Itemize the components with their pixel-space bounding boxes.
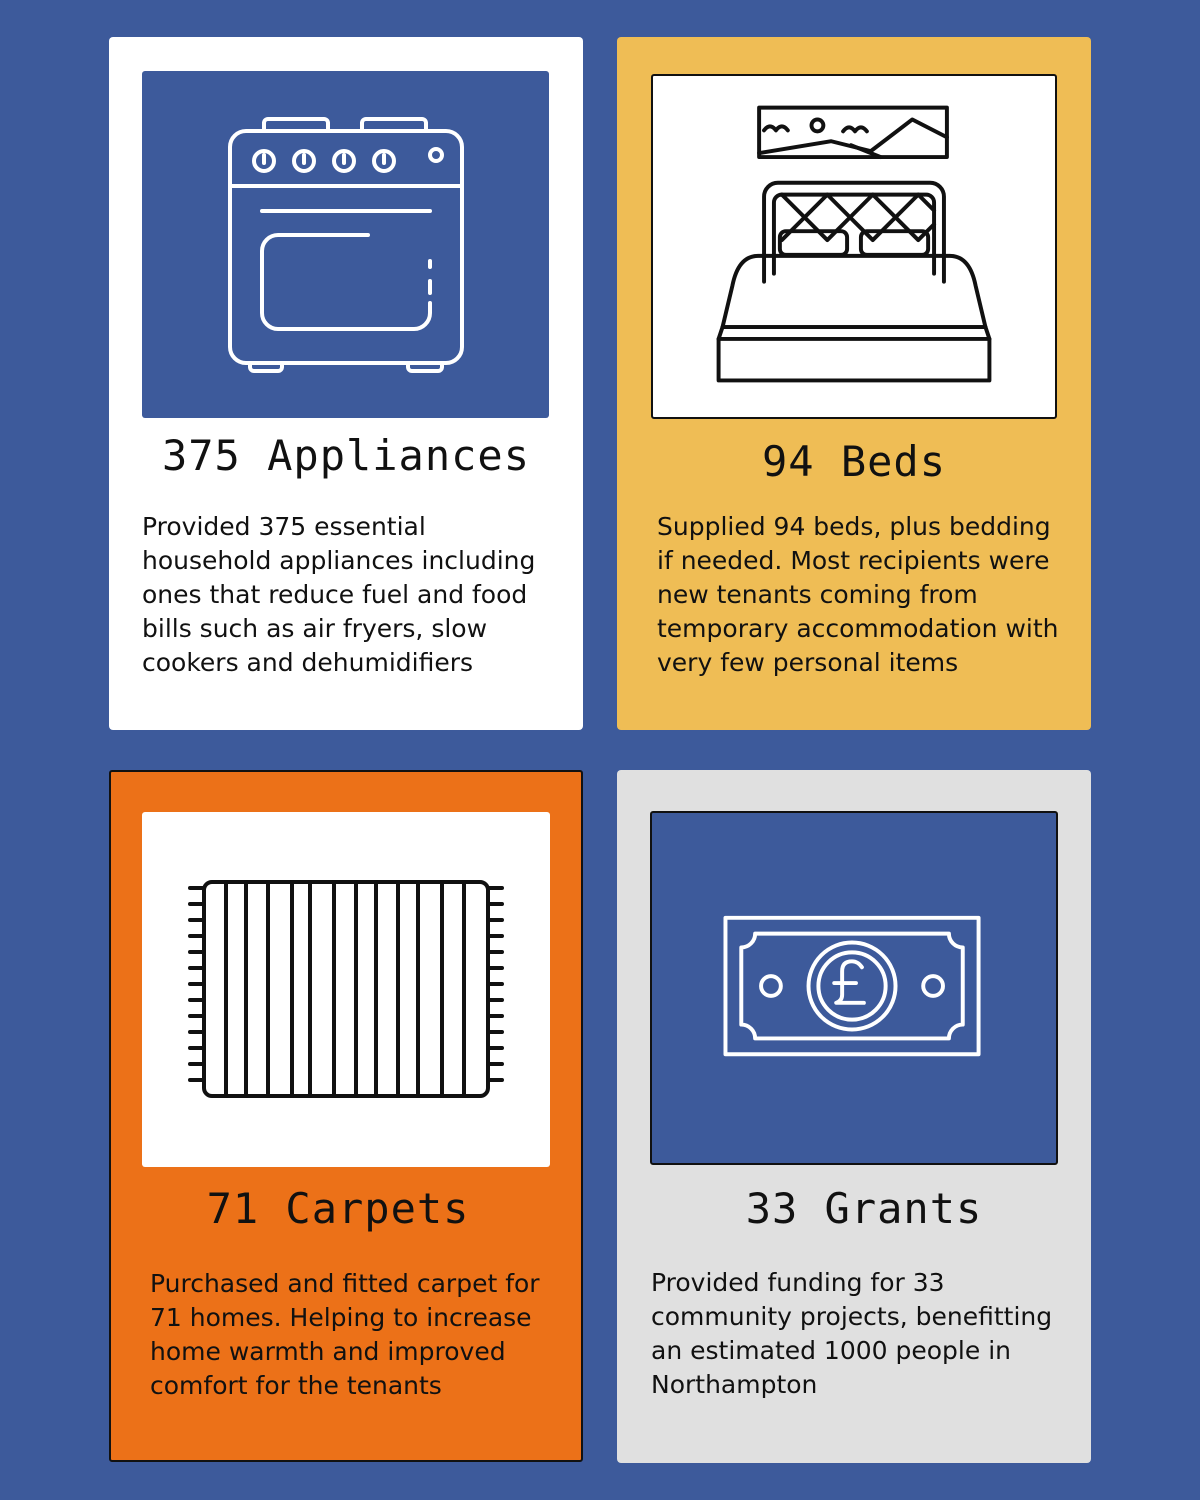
appliances-description: Provided 375 essential household appliances including ones that reduce fuel and food bills such as air fryers, slow cookers and dehumidifiers bbox=[142, 512, 536, 677]
grants-description: Provided funding for 33 community projects, benefitting an estimated 1000 people in Northampton bbox=[651, 1268, 1053, 1399]
beds-card bbox=[617, 37, 1091, 730]
oven-icon bbox=[142, 71, 549, 418]
appliances-icon-box bbox=[142, 71, 549, 418]
bed-icon bbox=[653, 76, 1055, 417]
beds-icon-box bbox=[651, 74, 1057, 419]
grants-icon-box bbox=[650, 811, 1058, 1165]
appliances-title: 375 Appliances bbox=[161, 431, 530, 480]
carpets-icon-box bbox=[142, 812, 550, 1167]
beds-title: 94 Beds bbox=[761, 437, 946, 486]
pound-banknote-icon bbox=[652, 813, 1056, 1163]
carpets-card bbox=[109, 770, 583, 1462]
carpets-title: 71 Carpets bbox=[206, 1184, 470, 1233]
grants-card bbox=[617, 770, 1091, 1463]
grants-title: 33 Grants bbox=[745, 1184, 983, 1233]
appliances-card bbox=[109, 37, 583, 730]
beds-description: Supplied 94 beds, plus bedding if needed. Most recipients were new tenants coming from temporary accommodation with very few personal items bbox=[657, 512, 1059, 677]
rug-icon bbox=[142, 812, 550, 1167]
carpets-description: Purchased and fitted carpet for 71 homes. Helping to increase home warmth and improved comfort for the tenants bbox=[150, 1269, 540, 1400]
